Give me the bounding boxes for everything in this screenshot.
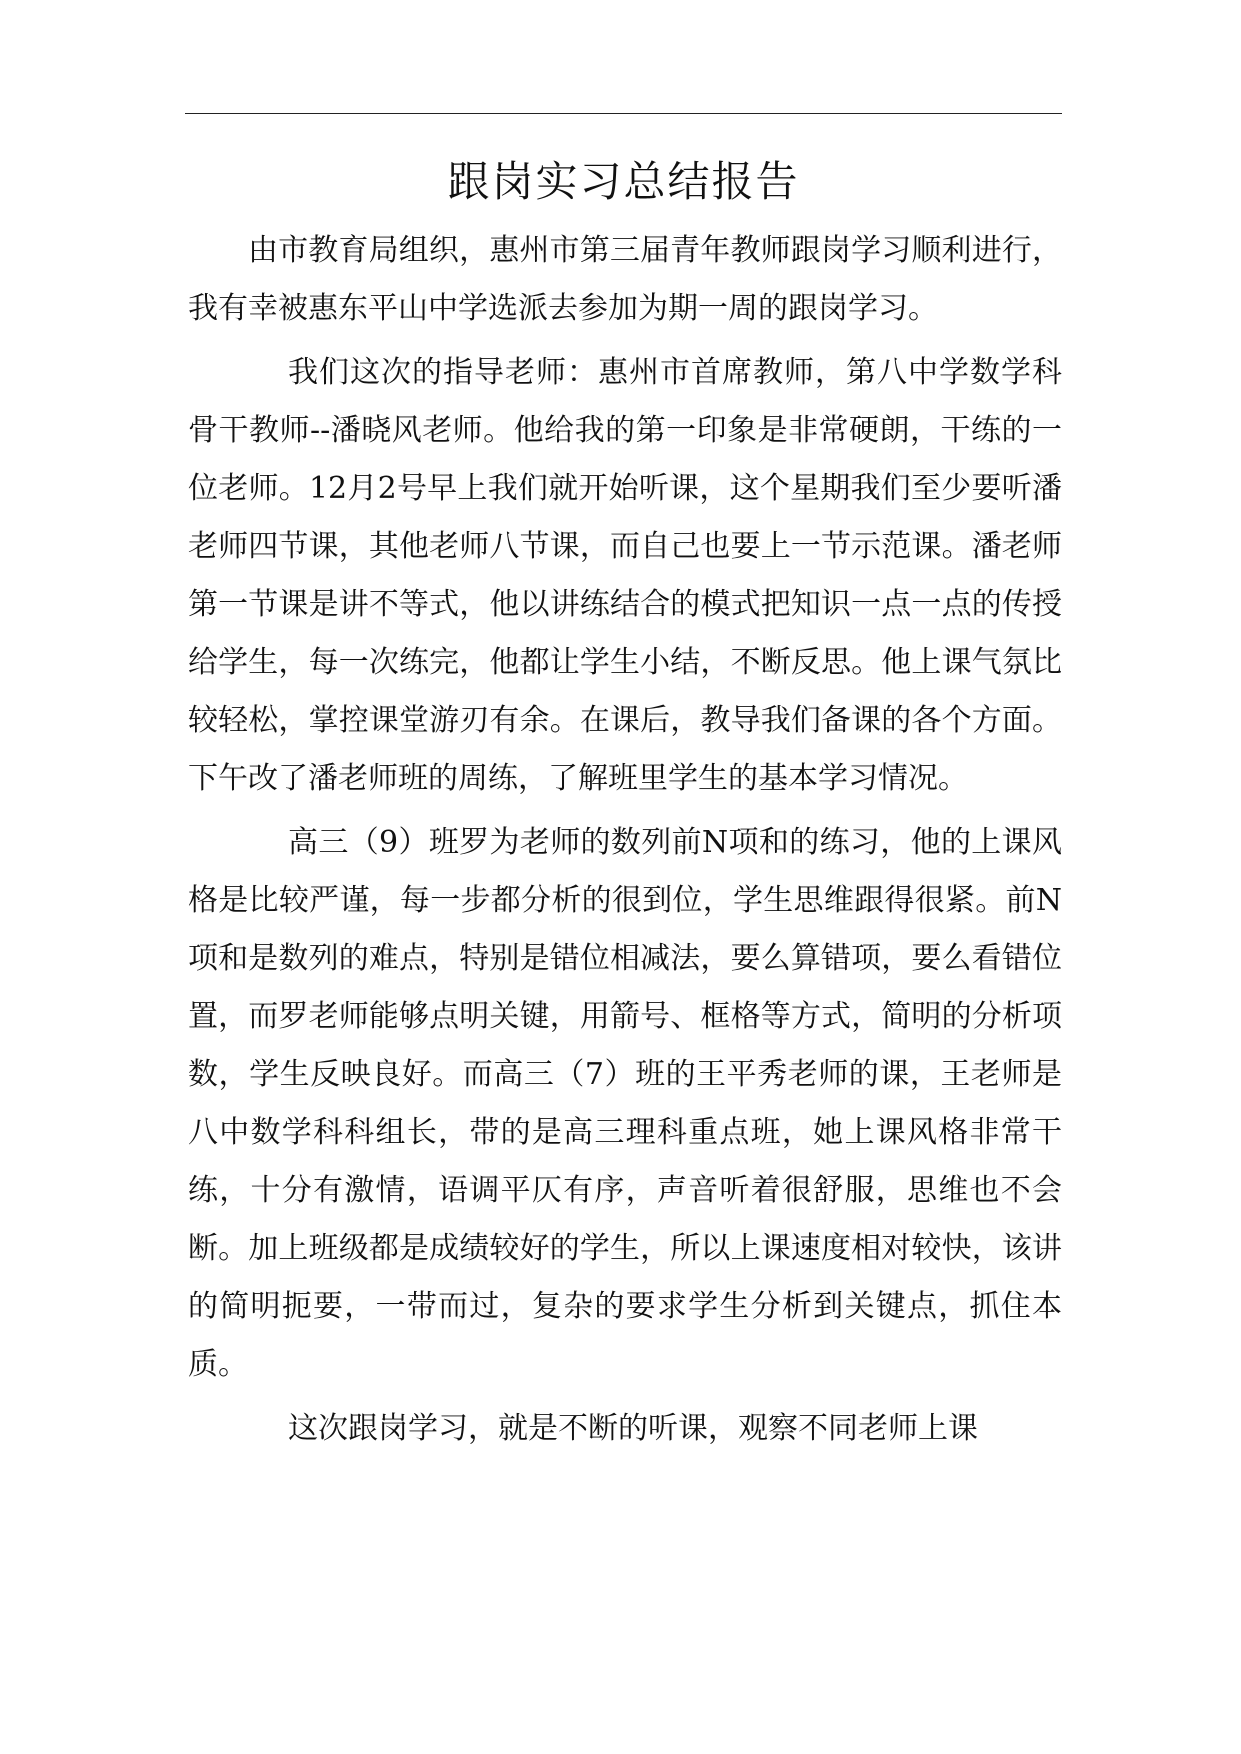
header-rule bbox=[185, 113, 1062, 114]
paragraph-2: 我们这次的指导老师：惠州市首席教师，第八中学数学科骨干教师--潘晓风老师。他给我的第一印象是非常硬朗，干练的一位老师。12月2号早上我们就开始听课，这个星期我们至少要听潘老师四节课，其他老师八节课，而自己也要上一节示范课。潘老师第一节课是讲不等式，他以讲练结合的模式把知识一点一点的传授给学生，每一次练完，他都让学生小结，不断反思。他上课气氛比较轻松，掌控课堂游刃有余。在课后，教导我们备课的各个方面。下午改了潘老师班的周练，了解班里学生的基本学习情况。 bbox=[188, 355, 1062, 796]
document-body bbox=[188, 222, 1062, 1464]
paragraph-1: 由市教育局组织，惠州市第三届青年教师跟岗学习顺利进行，我有幸被惠东平山中学选派去参加为期一周的跟岗学习。 bbox=[188, 233, 1062, 326]
document-title: 跟岗实习总结报告 bbox=[447, 157, 800, 206]
paragraph-4: 这次跟岗学习，就是不断的听课，观察不同老师上课 bbox=[288, 1411, 978, 1446]
paragraph-3: 高三（9）班罗为老师的数列前N项和的练习，他的上课风格是比较严谨，每一步都分析的很到位，学生思维跟得很紧。前N项和是数列的难点，特别是错位相减法，要么算错项，要么看错位置，而罗老师能够点明关键，用箭号、框格等方式，简明的分析项数，学生反映良好。而高三（7）班的王平秀老师的课，王老师是八中数学科科组长，带的是高三理科重点班，她上课风格非常干练，十分有激情，语调平仄有序，声音听着很舒服，思维也不会断。加上班级都是成绩较好的学生，所以上课速度相对较快，该讲的简明扼要，一带而过，复杂的要求学生分析到关键点，抓住本质。 bbox=[188, 825, 1062, 1382]
